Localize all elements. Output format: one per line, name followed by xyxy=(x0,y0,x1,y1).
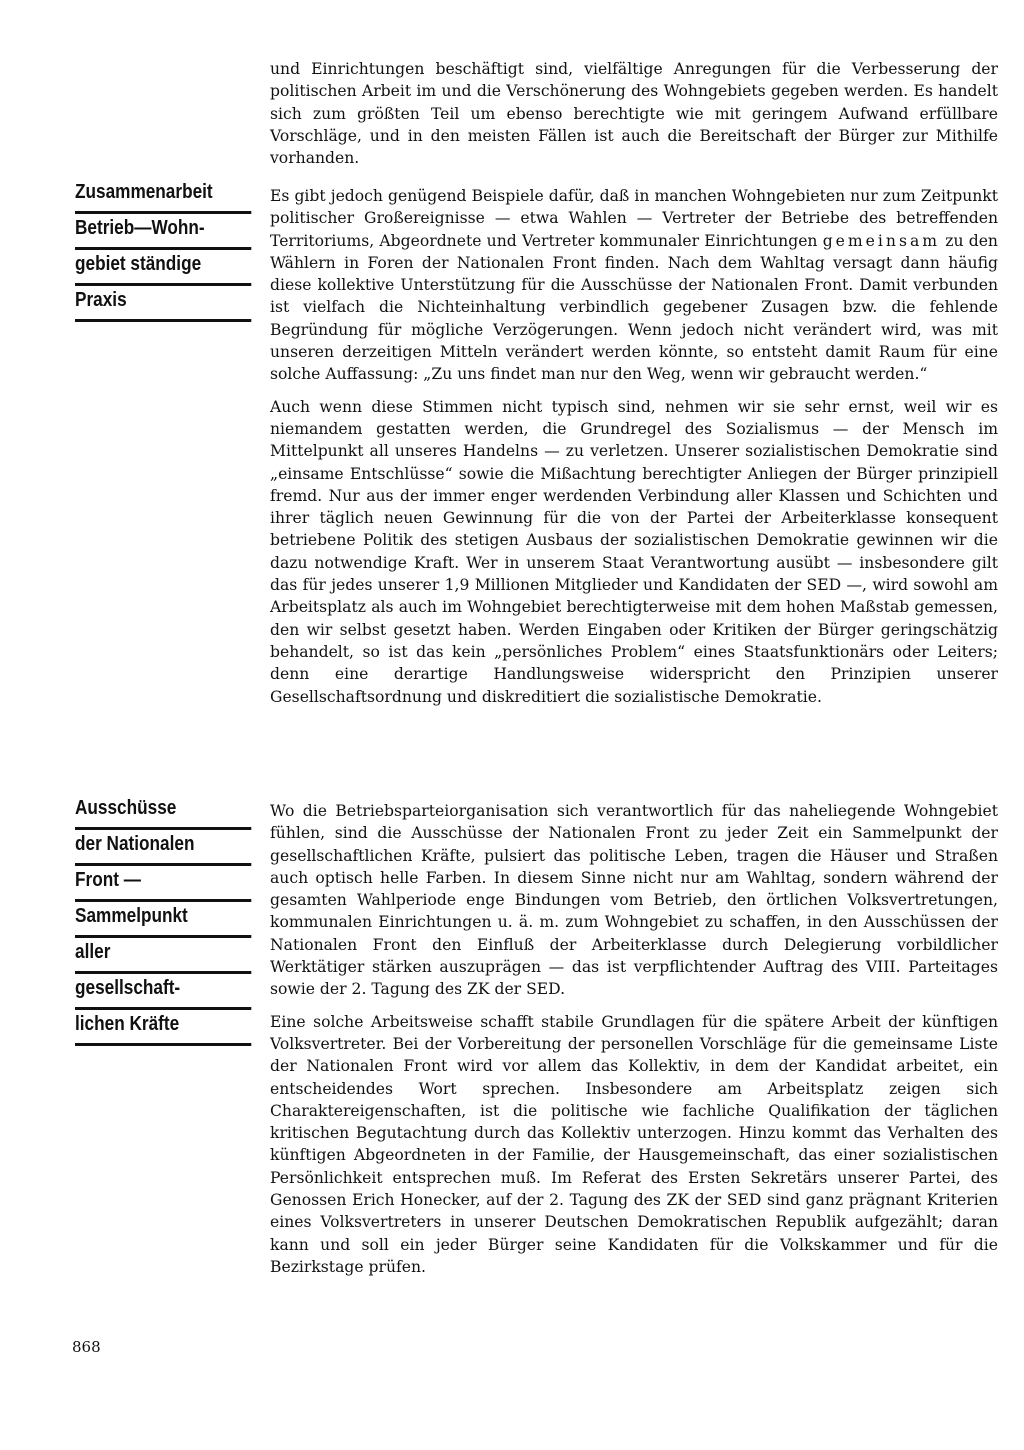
paragraph-examples xyxy=(270,185,998,386)
sidenote-cooperation xyxy=(75,178,228,322)
sidenote-line: aller xyxy=(75,938,251,974)
sidenote-line: gesellschaft- xyxy=(75,974,251,1010)
body-block-3 xyxy=(270,800,998,1288)
sidenote-line: Betrieb—Wohn- xyxy=(75,214,251,250)
paragraph-working-method: Eine solche Arbeitsweise schafft stabile Grundlagen für die spätere Arbeit der künftigen Volksvertreter. Bei der Vorbereitung der personellen Vorschläge für die gemeinsame Liste der Nationalen Front wird vor allem das Kollektiv, in dem der Kandidat arbeitet, ein entscheidendes Wort sprechen. Insbesondere am Arbeitsplatz zeigen sich Charaktereigenschaften, ist die politische wie fachliche Qualifikation der täglichen kritischen Begutachtung durch das Kollektiv unterzogen. Hinzu kommt das Verhalten des künftigen Abgeordneten in der Familie, der Hausgemeinschaft, das einer sozialistischen Persönlichkeit entsprechen muß. Im Referat des Ersten Sekretärs unserer Partei, des Genossen Erich Honecker, auf der 2. Tagung des ZK der SED sind ganz prägnant Kriterien eines Volksvertreters in unserer Deutschen Demokratischen Republik aufgezählt; daran kann und soll ein jeder Bürger seine Kandidaten für die Volkskammer und für die Bezirkstage prüfen. xyxy=(270,1012,998,1276)
sidenote-line: der Nationalen xyxy=(75,830,251,866)
emphasis-text: gemeinsam xyxy=(822,231,941,250)
paragraph-text: Es gibt jedoch genügend Beispiele dafür, daß in manchen Wohngebieten nur zum Zeitpunkt politischer Großereignisse — etwa Wahlen — Vertreter der Betriebe des betreffenden Territoriums, Abgeordnete und Vertreter kommunaler Einrichtungen xyxy=(270,187,998,250)
sidenote-line: gebiet ständige xyxy=(75,250,251,286)
page-number: 868 xyxy=(72,1338,101,1356)
paragraph-continuation: und Einrichtungen beschäftigt sind, vielfältige Anregungen für die Verbesserung der politischen Arbeit im und die Verschönerung des Wohngebiets gegeben werden. Es handelt sich zum größten Teil um ebenso berechtigte wie mit geringem Aufwand erfüllbare Vorschläge, und in den meisten Fällen ist auch die Bereitschaft der Bürger zur Mithilfe vorhanden. xyxy=(270,60,998,168)
paragraph-text: zu den Wählern in Foren der Nationalen Front finden. Nach dem Wahltag versagt dann häufig diese kollektive Unterstützung für die Ausschüsse der Nationalen Front. Damit verbunden ist vielfach die Nichteinhaltung verbindlich gegebener Zusagen bzw. die fehlende Begründung für mögliche Verzögerungen. Wenn jedoch nicht verändert wird, was mit unseren derzeitigen Mitteln verändert werden könnte, so entsteht damit Raum für eine solche Auffassung: „Zu uns findet man nur den Weg, wenn wir gebraucht werden.“ xyxy=(270,231,998,384)
sidenote-line: Front — xyxy=(75,866,251,902)
sidenote-line: Praxis xyxy=(75,286,251,322)
sidenote-line: Zusammenarbeit xyxy=(75,178,251,214)
paragraph-voices: Auch wenn diese Stimmen nicht typisch sind, nehmen wir sie sehr ernst, weil wir es niemandem gestatten werden, die Grundregel des Sozialismus — der Mensch im Mittelpunkt all unseres Handelns — zu verletzen. Unserer sozialistischen Demokratie sind „einsame Entschlüsse“ sowie die Mißachtung berechtigter Anliegen der Bürger prinzipiell fremd. Nur aus der immer enger werdenden Verbindung aller Klassen und Schichten und ihrer täglich neuen Gewinnung für die von der Partei der Arbeiterklasse konsequent betriebene Politik des stetigen Ausbaus der sozialistischen Demokratie gewinnen wir die dazu notwendige Kraft. Wer in unserem Staat Verantwortung ausübt — insbesondere gilt das für jedes unserer 1,9 Millionen Mitglieder und Kandidaten der SED —, wird sowohl am Arbeitsplatz als auch im Wohngebiet berechtigterweise mit dem hohen Maßstab gemessen, den wir selbst gesetzt haben. Werden Eingaben oder Kritiken der Bürger geringschätzig behandelt, so ist das kein „persönliches Problem“ eines Staatsfunktionärs oder Leiters; denn eine derartige Handlungsweise widerspricht den Prinzipien unserer Gesellschaftsordnung und diskreditiert die sozialistische Demokratie. xyxy=(270,397,998,706)
paragraph-party-organisation: Wo die Betriebsparteiorganisation sich verantwortlich für das naheliegende Wohngebiet fühlen, sind die Ausschüsse der Nationalen Front zu jeder Zeit ein Sammelpunkt der gesellschaftlichen Kräfte, pulsiert das politische Leben, tragen die Häuser und Straßen auch optisch helle Farben. In diesem Sinne nicht nur am Wahltag, sondern während der gesamten Wahlperiode enge Bindungen vom Betrieb, den örtlichen Volksvertretungen, kommunalen Einrichtungen u. ä. m. zum Wohngebiet zu schaffen, in den Ausschüssen der Nationalen Front den Einfluß der Arbeiterklasse durch Delegierung vorbildlicher Werktätiger stärken auszuprägen — das ist verpflichtender Auftrag des VIII. Parteitages sowie der 2. Tagung des ZK der SED. xyxy=(270,802,998,999)
sidenote-line: Ausschüsse xyxy=(75,794,251,830)
body-block-2 xyxy=(270,185,998,718)
body-block-1 xyxy=(270,58,998,179)
sidenote-line: Sammelpunkt xyxy=(75,902,251,938)
sidenote-line: lichen Kräfte xyxy=(75,1010,251,1046)
sidenote-committees xyxy=(75,794,228,1046)
